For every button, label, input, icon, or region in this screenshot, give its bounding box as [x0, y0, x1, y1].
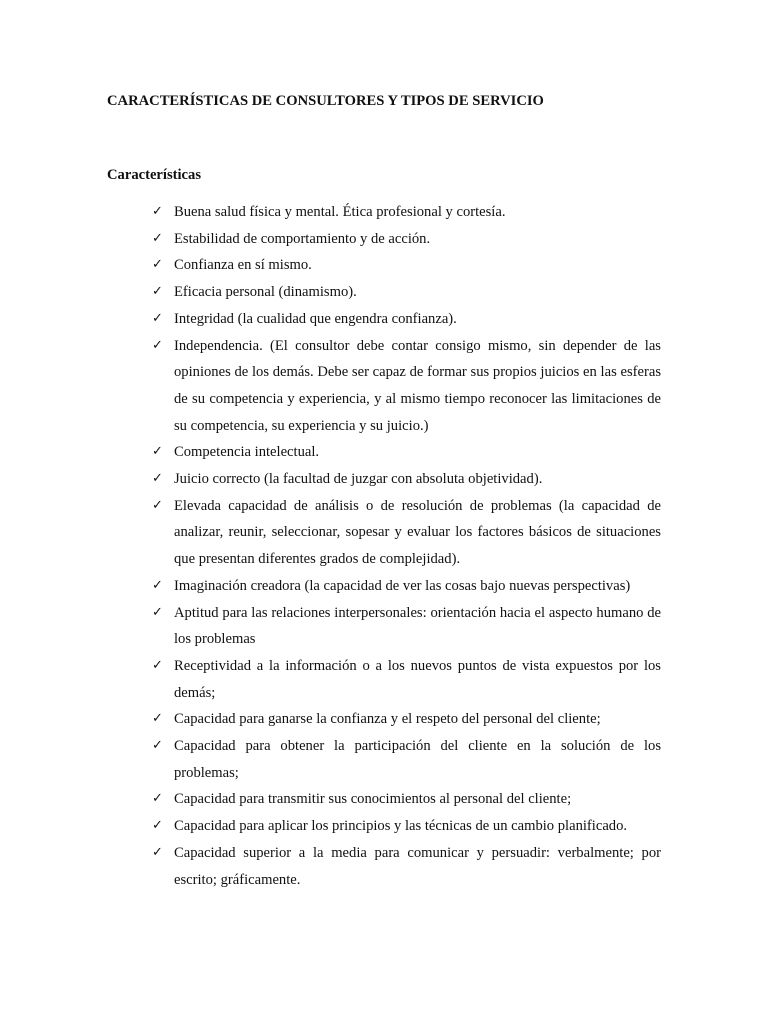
checkmark-icon: ✓ — [152, 791, 163, 807]
document-title: CARACTERÍSTICAS DE CONSULTORES Y TIPOS DE SERVICIO — [107, 93, 544, 109]
list-item-text: Capacidad para ganarse la confianza y el respeto del personal del cliente; — [174, 711, 601, 728]
checkmark-icon: ✓ — [152, 204, 163, 219]
list-item — [0, 306, 768, 333]
list-item — [0, 252, 768, 279]
list-item — [0, 466, 768, 493]
checkmark-icon: ✓ — [152, 844, 163, 860]
list-item-text: Competencia intelectual. — [174, 444, 320, 461]
list-item-text: Aptitud para las relaciones interpersonales: orientación hacia el aspecto humano de los problemas — [174, 604, 661, 648]
checkmark-icon: ✓ — [152, 604, 163, 620]
list-item — [0, 439, 768, 466]
checkmark-icon: ✓ — [152, 284, 163, 300]
list-item-text: Integridad (la cualidad que engendra confianza). — [174, 310, 457, 327]
checkmark-icon: ✓ — [152, 711, 163, 727]
checkmark-icon: ✓ — [152, 818, 163, 834]
list-item-text: Capacidad para transmitir sus conocimientos al personal del cliente; — [174, 791, 572, 808]
list-item-text: Capacidad superior a la media para comunicar y persuadir: verbalmente; por escrito; gráficamente. — [174, 844, 661, 888]
list-item — [0, 840, 768, 893]
list-item — [0, 573, 768, 600]
list-item-text: Capacidad para aplicar los principios y las técnicas de un cambio planificado. — [174, 818, 628, 835]
list-item — [0, 226, 768, 253]
list-item — [0, 600, 768, 653]
list-item — [0, 786, 768, 813]
list-item-text: Estabilidad de comportamiento y de acción. — [174, 230, 431, 247]
list-item-text: Imaginación creadora (la capacidad de ver las cosas bajo nuevas perspectivas) — [174, 577, 631, 594]
checkmark-icon: ✓ — [152, 257, 163, 273]
checkmark-icon: ✓ — [152, 657, 163, 673]
list-item-text: Confianza en sí mismo. — [174, 257, 312, 274]
checkmark-icon: ✓ — [152, 577, 163, 593]
list-item — [0, 733, 768, 786]
list-item — [0, 653, 768, 706]
list-item-text: Elevada capacidad de análisis o de resolución de problemas (la capacidad de analizar, reunir, seleccionar, sopesar y evaluar los factores básicos de situaciones que presentan diferentes grados de complejidad). — [174, 497, 661, 568]
list-item-text: Juicio correcto (la facultad de juzgar con absoluta objetividad). — [174, 471, 543, 488]
checkmark-icon: ✓ — [152, 471, 163, 487]
list-item-text: Eficacia personal (dinamismo). — [174, 284, 357, 301]
list-item — [0, 706, 768, 733]
list-item — [0, 333, 768, 440]
list-item — [0, 199, 768, 226]
list-item-text: Receptividad a la información o a los nuevos puntos de vista expuestos por los demás; — [174, 657, 661, 701]
checkmark-icon: ✓ — [152, 310, 163, 326]
characteristics-list — [0, 199, 768, 893]
list-item-text: Capacidad para obtener la participación del cliente en la solución de los problemas; — [174, 738, 661, 781]
checkmark-icon: ✓ — [152, 497, 163, 513]
list-item — [0, 813, 768, 840]
list-item-text: Buena salud física y mental. Ética profesional y cortesía. — [174, 204, 506, 220]
checkmark-icon: ✓ — [152, 444, 163, 460]
list-item — [0, 493, 768, 573]
checkmark-icon: ✓ — [152, 230, 163, 246]
list-item-text: Independencia. (El consultor debe contar consigo mismo, sin depender de las opiniones de los demás. Debe ser capaz de formar sus propios juicios en las esferas de su competencia y experiencia, y al mismo tiempo reconocer las limitaciones de su competencia, su experiencia y su juicio.) — [174, 337, 661, 434]
section-heading: Características — [107, 167, 202, 183]
list-item — [0, 279, 768, 306]
checkmark-icon: ✓ — [152, 738, 163, 754]
checkmark-icon: ✓ — [152, 337, 163, 353]
